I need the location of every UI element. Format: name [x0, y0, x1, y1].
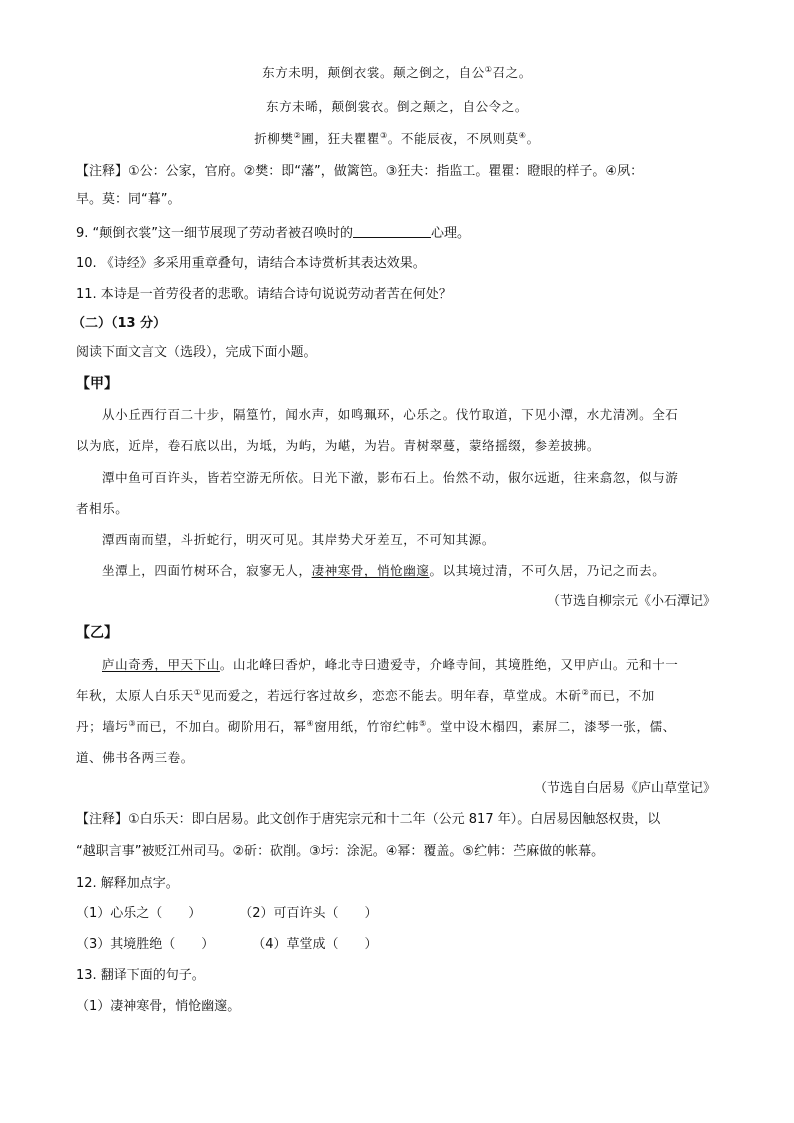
answer-blank[interactable] — [353, 224, 431, 238]
question-13: 13. 翻译下面的句子。 — [76, 968, 205, 983]
poem-text: 东方未明，颠倒衣裳。颠之倒之，自公 — [262, 65, 485, 80]
yi-note-line-1: 【注释】①白乐天：即白居易。此文创作于唐宪宗元和十二年（公元 817 年）。白居易因触怒权贵，以 — [76, 812, 661, 827]
question-13-item-1: （1）凄神寒骨，悄怆幽邃。 — [76, 999, 241, 1014]
question-12-row-1 — [76, 905, 378, 923]
footnote-marker: ① — [193, 687, 202, 697]
footnote-marker: ③ — [128, 718, 137, 728]
jia-paragraph-2-line-2: 者相乐。 — [76, 501, 129, 516]
jia-paragraph-4 — [102, 562, 665, 580]
yi-line-4: 道、佛书各两三卷。 — [76, 750, 194, 765]
passage-text: 。堂中设木榻四，素屏二，漆琴一张，儒、 — [426, 719, 676, 734]
underlined-sentence: 凄神寒骨，悄怆幽邃 — [311, 563, 430, 578]
passage-text: 丹；墙圬 — [76, 719, 129, 734]
question-12-item-2: （2）可百许头（ ） — [239, 906, 378, 921]
passage-text: 见而爱之，若远行客过故乡，恋恋不能去。明年春，草堂成。木斫 — [201, 688, 582, 703]
passage-text: 而已，不加白。砌阶用石，幂 — [136, 719, 307, 734]
underlined-sentence: 庐山奇秀，甲天下山 — [102, 657, 220, 672]
poem-text: 。不能辰夜，不夙则莫 — [387, 131, 519, 146]
poem-note-line-1: 【注释】①公：公家，官府。②樊：即“藩”，做篱笆。③狂夫：指监工。瞿瞿：瞪眼的样子。④夙： — [76, 164, 644, 179]
question-12-item-4: （4）草堂成（ ） — [252, 937, 378, 952]
question-12-item-3: （3）其境胜绝（ ） — [76, 937, 215, 952]
yi-line-1 — [102, 656, 678, 674]
instruction: 阅读下面文言文（选段），完成下面小题。 — [76, 345, 317, 360]
poem-text: 。 — [526, 131, 540, 146]
question-9 — [76, 224, 470, 243]
jia-paragraph-3: 潭西南而望，斗折蛇行，明灭可见。其岸势犬牙差互，不可知其源。 — [102, 532, 496, 547]
yi-line-3 — [76, 718, 676, 736]
poem-note-line-2: 早。莫：同“暮”。 — [76, 192, 181, 207]
jia-paragraph-1-line-2: 以为底，近岸，卷石底以出，为坻，为屿，为嵁，为岩。青树翠蔓，蒙络摇缀，参差披拂。 — [76, 438, 601, 453]
footnote-marker: ② — [293, 130, 302, 140]
yi-line-2 — [76, 687, 655, 705]
poem-line-2: 东方未晞，颠倒裳衣。倒之颠之，自公令之。 — [265, 99, 528, 114]
passage-text: 年秋，太原人白乐天 — [76, 688, 194, 703]
poem-line-3 — [0, 130, 794, 148]
yi-source: （节选自白居易《庐山草堂记》 — [533, 781, 716, 796]
question-11: 11. 本诗是一首劳役者的悲歌。请结合诗句说说劳动者苦在何处？ — [76, 287, 452, 302]
passage-text: 而已，不加 — [589, 688, 655, 703]
jia-source: （节选自柳宗元《小石潭记》 — [546, 594, 716, 609]
passage-text: 窗用纸，竹帘纻帏 — [314, 719, 420, 734]
footnote-marker: ⑤ — [419, 718, 427, 728]
poem-text: 圃，狂夫瞿瞿 — [301, 131, 380, 146]
passage-label-yi: 【乙】 — [76, 625, 118, 641]
yi-note-line-2: “越职言事”被贬江州司马。②斫：砍削。③圬：涂泥。④幂：覆盖。⑤纻帏：苎麻做的帐幕。 — [76, 844, 605, 859]
footnote-marker: ① — [484, 64, 493, 74]
question-12-item-1: （1）心乐之（ ） — [76, 906, 202, 921]
poem-line-1 — [0, 64, 794, 82]
question-12-row-2 — [76, 936, 378, 954]
passage-text: 。以其境过清，不可久居，乃记之而去。 — [429, 563, 666, 578]
question-12: 12. 解释加点字。 — [76, 876, 179, 891]
question-10: 10. 《诗经》多采用重章叠句，请结合本诗赏析其表达效果。 — [76, 256, 426, 271]
jia-paragraph-1-line-1: 从小丘西行百二十步，隔篁竹，闻水声，如鸣珮环，心乐之。伐竹取道，下见小潭，水尤清冽。全石 — [102, 407, 679, 422]
footnote-marker: ② — [581, 687, 590, 697]
passage-text: 坐潭上，四面竹树环合，寂寥无人， — [102, 563, 312, 578]
poem-text: 召之。 — [492, 65, 532, 80]
footnote-marker: ④ — [518, 130, 527, 140]
poem-text: 折柳樊 — [254, 131, 294, 146]
passage-label-jia: 【甲】 — [76, 376, 118, 392]
footnote-marker: ③ — [380, 130, 388, 140]
jia-paragraph-2-line-1: 潭中鱼可百许头，皆若空游无所依。日光下澈，影布石上。佁然不动，俶尔远逝，往来翕忽，似与游 — [102, 470, 679, 485]
footnote-marker: ④ — [306, 718, 315, 728]
question-text: 9. “颠倒衣裳”这一细节展现了劳动者被召唤时的 — [76, 226, 354, 241]
section-heading: （二）（13 分） — [72, 316, 167, 331]
question-text: 心理。 — [431, 226, 471, 241]
passage-text: 。山北峰曰香炉，峰北寺曰遗爱寺，介峰寺间，其境胜绝，又甲庐山。元和十一 — [219, 657, 679, 672]
